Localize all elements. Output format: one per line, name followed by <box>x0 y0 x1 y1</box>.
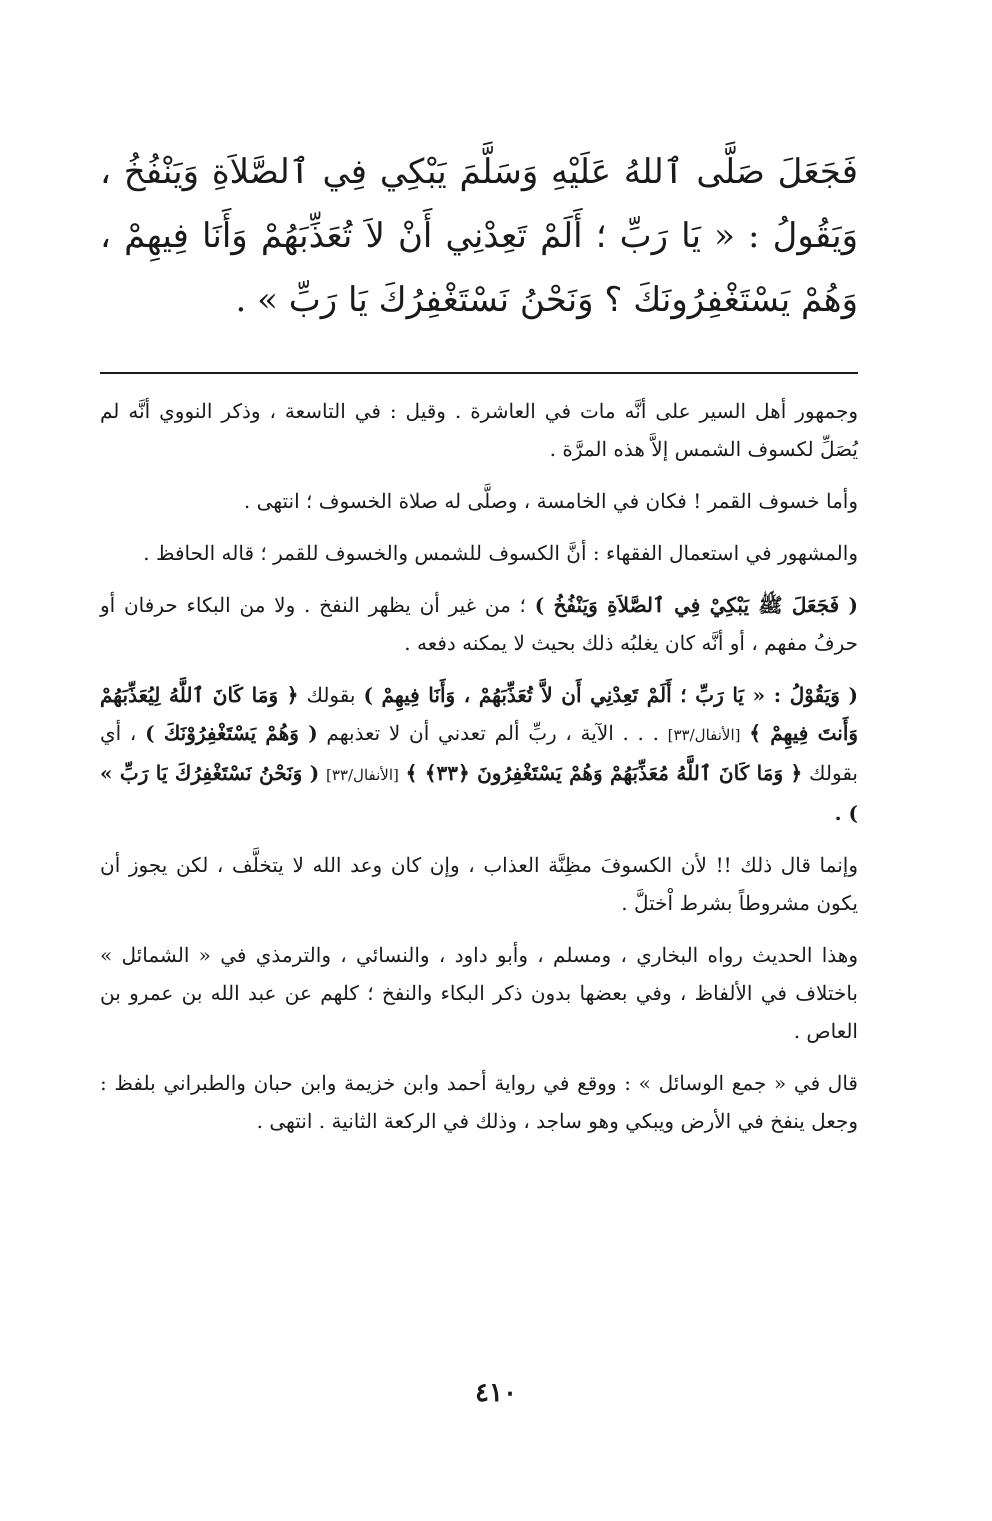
commentary-paragraph-5 <box>100 676 858 832</box>
page-content <box>100 140 858 1154</box>
commentary-paragraph-1: وجمهور أهل السير على أنَّه مات في العاشرة . وقيل : في التاسعة ، وذكر النووي أنَّه لم يُصَلِّ لكسوف الشمس إلاَّ هذه المرَّة . <box>100 399 858 461</box>
footnote-divider <box>100 372 858 374</box>
commentary-paragraph-4 <box>100 586 858 662</box>
quran-verse: ﴿ وَمَا كَانَ ٱللَّهُ مُعَذِّبَهُمْ وَهُمْ يَسْتَغْفِرُونَ ﴿٣٣﴾ ﴾ <box>405 761 803 785</box>
quoted-matn: ( فَجَعَلَ ﷺ يَبْكِيْ فِي ٱلصَّلاَةِ وَيَنْفُخُ ) <box>534 593 859 617</box>
page-number: ٤١٠ <box>475 1378 517 1408</box>
verse-reference: [الأنفال/٣٣] <box>667 726 741 744</box>
quoted-matn: ( وَهُمْ يَسْتَغْفِرُوْنَكَ ) <box>145 721 318 745</box>
explanation: بقولك <box>306 683 356 707</box>
explanation: ، أي بقولك <box>100 721 858 785</box>
quoted-matn: ( وَنَحْنُ نَسْتَغْفِرُكَ يَا رَبِّ » ) . <box>100 761 858 825</box>
quran-verse: ﴿ وَمَا كَانَ ٱللَّهُ لِيُعَذِّبَهُمْ وَأَنتَ فِيهِمْ ﴾ <box>100 683 859 745</box>
explanation: . . . الآية ، ربِّ ألم تعدني أن لا تعذبهم <box>326 721 659 745</box>
explanation: ؛ من غير أن يظهر النفخ . ولا من البكاء حرفان أو حرفُ مفهم ، أو أنَّه كان يغلبُه ذلك بحيث لا يمكنه دفعه . <box>100 593 858 655</box>
commentary <box>100 392 858 1140</box>
commentary-paragraph-8: قال في « جمع الوسائل » : ووقع في رواية أحمد وابن خزيمة وابن حبان والطبراني بلفظ : وجعل ينفخ في الأرض ويبكي وهو ساجد ، وذلك في الركعة الثانية . انتهى . <box>100 1071 858 1133</box>
commentary-paragraph-2: وأما خسوف القمر ! فكان في الخامسة ، وصلَّى له صلاة الخسوف ؛ انتهى . <box>243 489 858 513</box>
commentary-paragraph-7: وهذا الحديث رواه البخاري ، ومسلم ، وأبو داود ، والنسائي ، والترمذي في « الشمائل » باختلاف في الألفاظ ، وفي بعضها بدون ذكر البكاء والنفخ ؛ كلهم عن عبد الله بن عمرو بن العاص . <box>100 943 858 1043</box>
commentary-paragraph-3: والمشهور في استعمال الفقهاء : أنَّ الكسوف للشمس والخسوف للقمر ؛ قاله الحافظ . <box>143 541 858 565</box>
quoted-matn: ( وَيَقُوْلُ : « يَا رَبِّ ؛ أَلَمْ تَعِدْنِي أَن لاَّ تُعَذِّبَهُمْ ، وَأَنَا فِيهِمْ ) <box>363 683 858 707</box>
main-hadith-text: فَجَعَلَ صَلَّى ٱللهُ عَلَيْهِ وَسَلَّمَ يَبْكِي فِي ٱلصَّلاَةِ وَيَنْفُخُ ، وَيَقُولُ : « يَا رَبِّ ؛ أَلَمْ تَعِدْنِي أَنْ لاَ تُعَذِّبَهُمْ وَأَنَا فِيهِمْ ، وَهُمْ يَسْتَغْفِرُونَكَ ؟ وَنَحْنُ نَسْتَغْفِرُكَ يَا رَبِّ » . <box>100 152 858 320</box>
verse-reference: [الأنفال/٣٣] <box>326 766 399 784</box>
commentary-paragraph-6: وإنما قال ذلك !! لأن الكسوفَ مظِنَّة العذاب ، وإن كان وعد الله لا يتخلَّف ، لكن يجوز أن يكون مشروطاً بشرط اْختلَّ . <box>100 853 858 915</box>
